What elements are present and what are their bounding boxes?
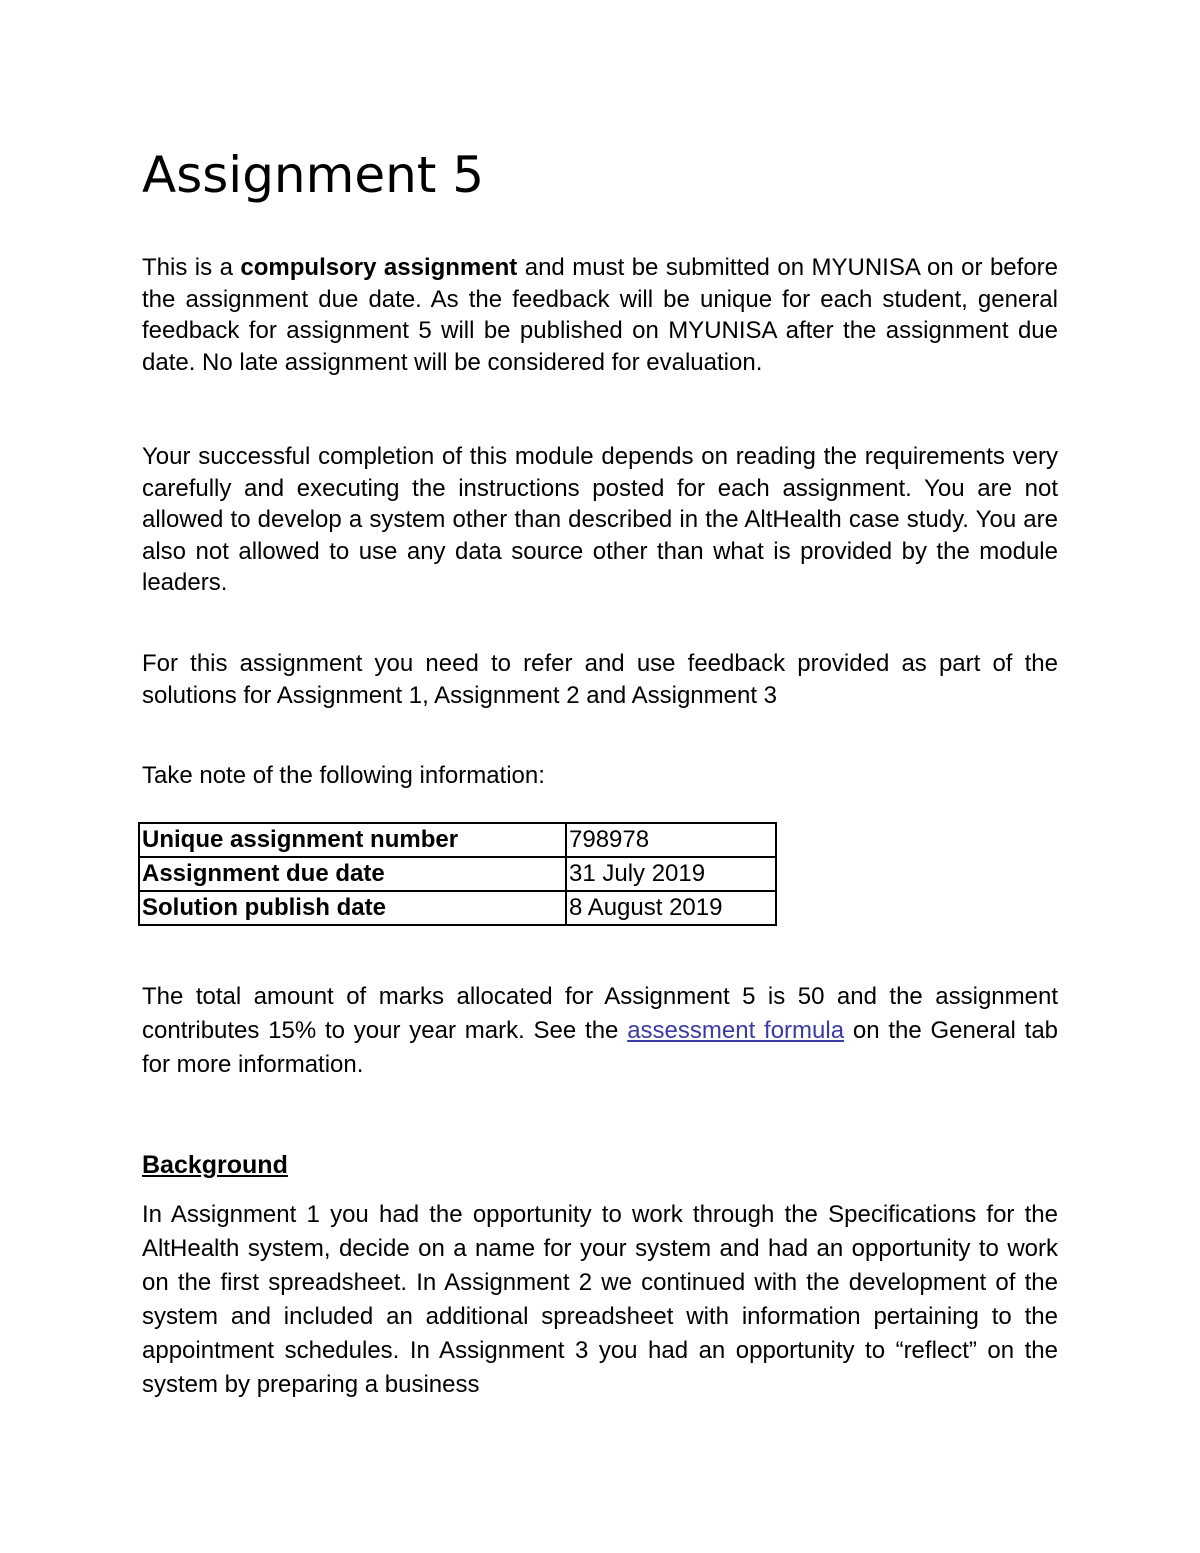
intro-paragraph-submission bbox=[142, 252, 1058, 378]
table-row bbox=[139, 857, 776, 891]
page-title: Assignment 5 bbox=[142, 146, 485, 204]
assessment-formula-link[interactable]: assessment formula bbox=[627, 1017, 845, 1044]
intro-paragraph-feedback: For this assignment you need to refer and use feedback provided as part of the solutions for Assignment 1, Assignment 2 and Assignment 3 bbox=[142, 650, 1058, 709]
marks-text-start: The total amount of marks allocated for Assignment 5 is 50 and the assignment contributes 15% to your year mark. See the bbox=[142, 983, 1058, 1044]
table-label: Solution publish date bbox=[139, 891, 566, 925]
table-label: Assignment due date bbox=[139, 857, 566, 891]
intro-text-end: and must be submitted on MYUNISA on or before the assignment due date. As the feedback will be unique for each student, general feedback for assignment 5 will be published on MYUNISA after the assignment due date. No late assignment will be considered for evaluation. bbox=[142, 254, 1059, 376]
table-value: 8 August 2019 bbox=[566, 891, 776, 925]
intro-text-start: This is a bbox=[142, 254, 241, 281]
table-row bbox=[139, 823, 776, 857]
assignment-info-table bbox=[138, 822, 777, 926]
table-value: 31 July 2019 bbox=[566, 857, 776, 891]
table-row bbox=[139, 891, 776, 925]
intro-paragraph-requirements: Your successful completion of this module depends on reading the requirements very carefully and executing the instructions posted for each assignment. You are not allowed to develop a system other than described in the AltHealth case study. You are also not allowed to use any data source other than what is provided by the module leaders. bbox=[142, 443, 1058, 596]
background-paragraph: In Assignment 1 you had the opportunity to work through the Specifications for the AltHealth system, decide on a name for your system and had an opportunity to work on the first spreadsheet. In Assignment 2 we continued with the development of the system and included an additional spreadsheet with information pertaining to the appointment schedules. In Assignment 3 you had an opportunity to “reflect” on the system by preparing a business bbox=[142, 1201, 1058, 1398]
marks-text-end: on the General tab for more information. bbox=[142, 1017, 1059, 1078]
take-note-line: Take note of the following information: bbox=[142, 762, 545, 789]
background-heading: Background bbox=[142, 1151, 288, 1179]
table-label: Unique assignment number bbox=[139, 823, 566, 857]
table-value: 798978 bbox=[566, 823, 776, 857]
marks-paragraph bbox=[142, 980, 1058, 1082]
compulsory-emphasis: compulsory assignment bbox=[240, 254, 518, 281]
